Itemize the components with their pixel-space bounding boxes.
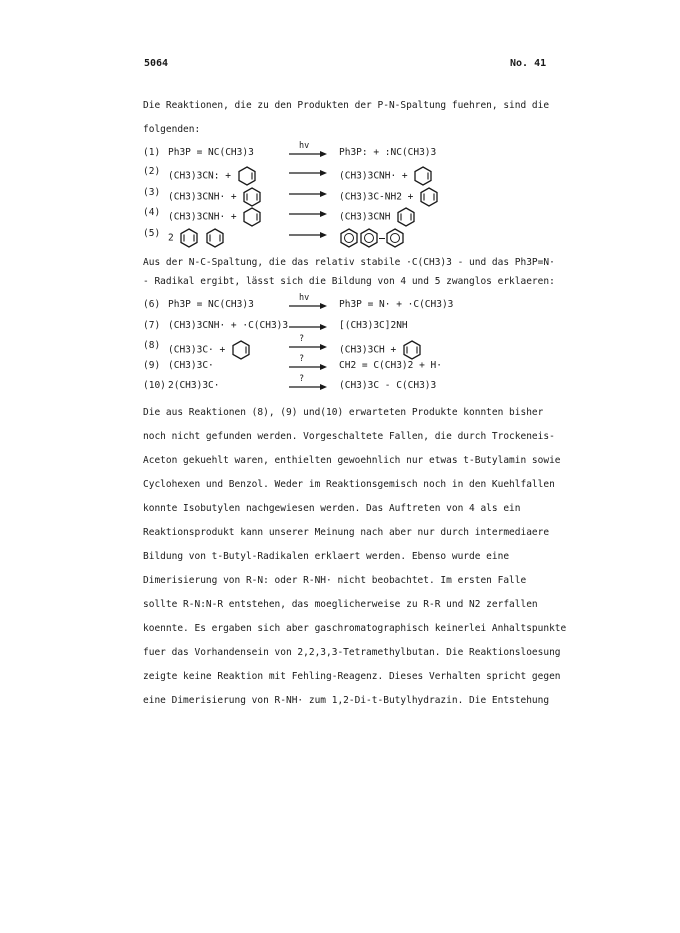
products-text: (CH3)3CNH· + xyxy=(339,170,408,182)
reaction-row xyxy=(143,163,563,183)
body-line: zeigte keine Reaktion mit Fehling-Reagenz. Dieses Verhalten spricht gegen xyxy=(143,671,561,682)
reactants-text: Ph3P = NC(CH3)3 xyxy=(168,299,254,310)
reaction-number: (7) xyxy=(143,320,161,331)
reaction-row xyxy=(143,204,563,224)
body-line: Reaktionsprodukt kann unserer Meinung nach aber nur durch intermediaere xyxy=(143,527,550,538)
journal-number: No. 41 xyxy=(510,58,547,69)
reaction-reactants xyxy=(168,166,257,186)
reaction-arrow-icon xyxy=(289,169,327,177)
body-line: noch nicht gefunden werden. Vorgeschaltete Fallen, die durch Trockeneis- xyxy=(143,431,555,442)
arrow-condition: ? xyxy=(299,354,305,364)
reaction-row xyxy=(143,225,563,245)
intro-line-2: folgenden: xyxy=(143,124,201,135)
reaction-arrow-icon xyxy=(289,302,327,310)
reaction-number: (9) xyxy=(143,360,161,371)
cyclohexene-ring-icon xyxy=(237,166,257,186)
reactants-text: (CH3)3CN: + xyxy=(168,170,231,182)
reaction-reactants xyxy=(168,360,214,371)
products-text: Ph3P: + :NC(CH3)3 xyxy=(339,147,437,158)
reaction-row xyxy=(143,354,563,377)
reactants-text: (CH3)3CNH· + xyxy=(168,211,237,223)
reaction-arrow xyxy=(289,184,327,202)
reactants-text: (CH3)3C· xyxy=(168,360,214,371)
reaction-arrow-icon xyxy=(289,231,327,239)
reaction-number: (8) xyxy=(143,340,161,351)
reaction-arrow xyxy=(289,225,327,243)
reaction-reactants xyxy=(168,320,288,331)
reaction-arrow xyxy=(289,354,327,375)
body-line: Bildung von t-Butyl-Radikalen erklaert werden. Ebenso wurde eine xyxy=(143,551,510,562)
products-text: (CH3)3CNH xyxy=(339,211,391,223)
benzene-ring-icon xyxy=(359,228,379,248)
reaction-reactants xyxy=(168,147,254,158)
body-line: fuer das Vorhandensein von 2,2,3,3-Tetramethylbutan. Die Reaktionsloesung xyxy=(143,647,561,658)
reaction-number: (3) xyxy=(143,187,161,198)
body-line: Cyclohexen und Benzol. Weder im Reaktionsgemisch noch in den Kuehlfallen xyxy=(143,479,555,490)
products-text: (CH3)3C-NH2 + xyxy=(339,191,414,203)
mid-line-2: - Radikal ergibt, lässt sich die Bildung von 4 und 5 zwanglos erklaeren: xyxy=(143,276,555,287)
reaction-arrow xyxy=(289,334,327,355)
body-line: konnte Isobutylen nachgewiesen werden. Das Auftreten von 4 als ein xyxy=(143,503,521,514)
reaction-row xyxy=(143,374,563,397)
reaction-arrow xyxy=(289,204,327,222)
reaction-arrow-icon xyxy=(289,343,327,351)
reaction-row xyxy=(143,293,563,316)
reactants-text: (CH3)3CNH· + xyxy=(168,191,237,203)
reaction-reactants xyxy=(168,380,219,391)
reaction-row xyxy=(143,317,563,337)
body-line: sollte R-N:N-R entstehen, das moeglicherweise zu R-R und N2 zerfallen xyxy=(143,599,538,610)
reaction-number: (1) xyxy=(143,147,161,158)
reaction-arrow xyxy=(289,317,327,335)
reactants-text: Ph3P = NC(CH3)3 xyxy=(168,147,254,158)
reaction-reactants xyxy=(168,207,262,227)
reaction-row xyxy=(143,184,563,204)
reaction-arrow-icon xyxy=(289,323,327,331)
reactants-text: (CH3)3CNH· + ·C(CH3)3 xyxy=(168,320,289,331)
reaction-products xyxy=(339,380,436,391)
benzene-ring-icon xyxy=(385,228,405,248)
arrow-condition: hv xyxy=(299,141,310,151)
reaction-arrow xyxy=(289,374,327,395)
reaction-row xyxy=(143,141,563,164)
benzene-ring-icon xyxy=(339,228,359,248)
reaction-arrow xyxy=(289,141,327,162)
arrow-condition: ? xyxy=(299,334,305,344)
cyclohexene-ring-icon xyxy=(242,207,262,227)
products-text: CH2 = C(CH3)2 + H· xyxy=(339,360,442,371)
body-line: Die aus Reaktionen (8), (9) und(10) erwarteten Produkte konnten bisher xyxy=(143,407,544,418)
mid-line-1: Aus der N-C-Spaltung, die das relativ stabile ·C(CH3)3 - und das Ph3P=N· xyxy=(143,257,555,268)
reaction-arrow-icon xyxy=(289,150,327,158)
reaction-number: (10) xyxy=(143,380,166,391)
reaction-arrow xyxy=(289,163,327,181)
reaction-reactants xyxy=(168,299,254,310)
reaction-row xyxy=(143,334,563,357)
reaction-products xyxy=(339,166,433,186)
reaction-products xyxy=(339,228,405,248)
products-text: (CH3)3CH + xyxy=(339,344,397,356)
reaction-products xyxy=(339,147,436,158)
products-text: (CH3)3C - C(CH3)3 xyxy=(339,380,437,391)
reaction-arrow-icon xyxy=(289,190,327,198)
arrow-condition: ? xyxy=(299,374,305,384)
reactants-text: 2 xyxy=(168,232,174,244)
body-line: koennte. Es ergaben sich aber gaschromatographisch keinerlei Anhaltspunkte xyxy=(143,623,567,634)
cyclohexene-ring-icon xyxy=(413,166,433,186)
reactants-text: 2(CH3)3C· xyxy=(168,380,220,391)
arrow-condition: hv xyxy=(299,293,310,303)
reaction-arrow-icon xyxy=(289,210,327,218)
reaction-products xyxy=(339,207,416,227)
reaction-products xyxy=(339,320,408,331)
reaction-number: (4) xyxy=(143,207,161,218)
reaction-reactants xyxy=(168,228,225,248)
cyclohexadiene-ring-icon xyxy=(205,228,225,248)
reaction-arrow-icon xyxy=(289,383,327,391)
reaction-products xyxy=(339,299,453,310)
body-line: Dimerisierung von R-N: oder R-NH· nicht beobachtet. Im ersten Falle xyxy=(143,575,527,586)
products-text: [(CH3)3C]2NH xyxy=(339,320,408,331)
reaction-number: (6) xyxy=(143,299,161,310)
reaction-arrow xyxy=(289,293,327,314)
intro-line-1: Die Reaktionen, die zu den Produkten der P-N-Spaltung fuehren, sind die xyxy=(143,100,550,111)
reaction-number: (5) xyxy=(143,228,161,239)
products-text: Ph3P = N· + ·C(CH3)3 xyxy=(339,299,454,310)
page-number: 5064 xyxy=(144,58,169,69)
reaction-number: (2) xyxy=(143,166,161,177)
reaction-arrow-icon xyxy=(289,363,327,371)
reaction-products xyxy=(339,360,442,371)
cyclohexadiene-ring-icon xyxy=(396,207,416,227)
cyclohexadiene-ring-icon xyxy=(179,228,199,248)
body-line: Aceton gekuehlt waren, enthielten gewoehnlich nur etwas t-Butylamin sowie xyxy=(143,455,561,466)
reactants-text: (CH3)3C· + xyxy=(168,344,226,356)
body-line: eine Dimerisierung von R-NH· zum 1,2-Di-t-Butylhydrazin. Die Entstehung xyxy=(143,695,550,706)
